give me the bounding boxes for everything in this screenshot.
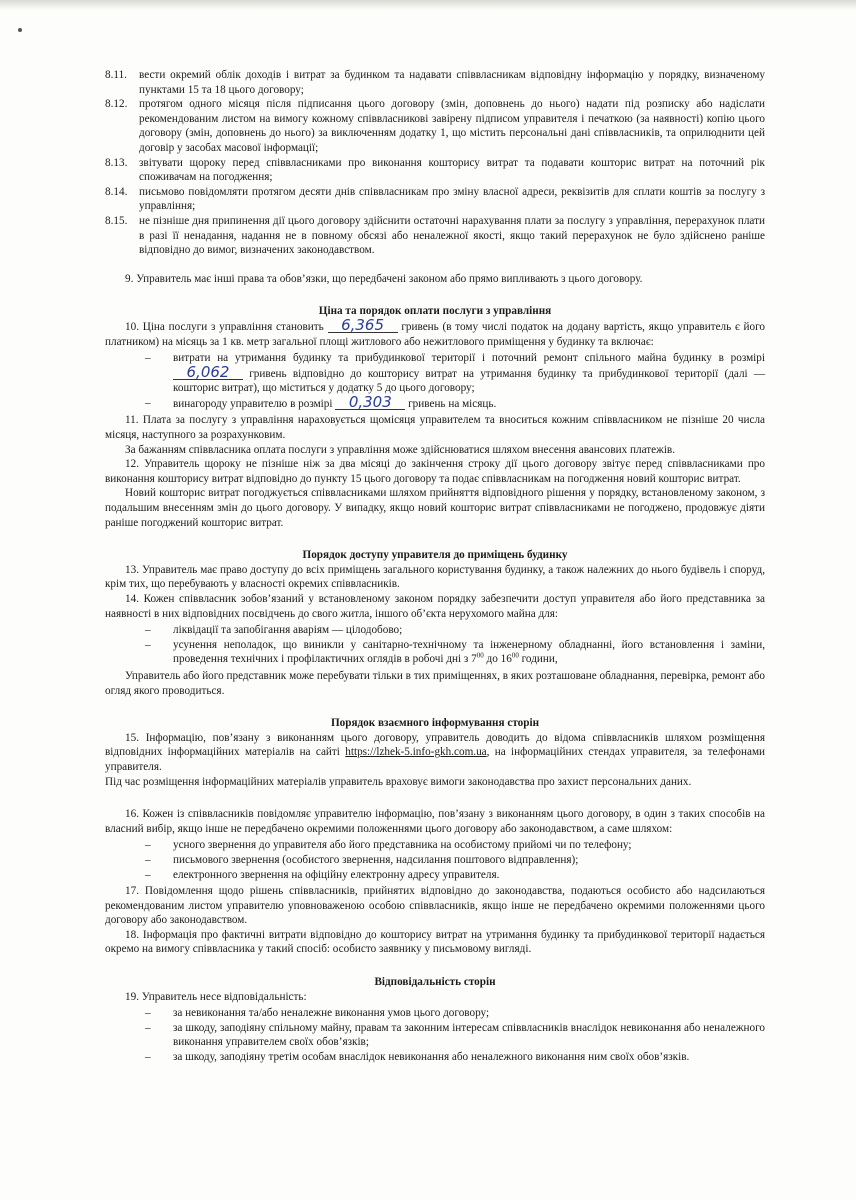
heading-info: Порядок взаємного інформування сторін <box>330 717 540 730</box>
paragraph-14: 14. Кожен співвласник зобов’язаний у встановленому законом порядку забезпечити доступ управителя або його представника за наявності в них відповідних посвідчень до свого житла, іншого об’єкта нерухомого майна для: <box>105 593 765 620</box>
list-item: – ліквідації та запобігання аваріям — цілодобово; <box>145 624 403 637</box>
cost-bullets <box>145 351 765 411</box>
list-item: – винагороду управителю в розмірі 0,303 гривень на місяць. <box>145 392 497 411</box>
list-item: – за шкоду, заподіяну спільному майну, правам та законним інтересам співвласників внаслідок невиконання або неналежного виконання управителем своїх обов’язків; <box>145 1021 765 1049</box>
item-number: 8.13. <box>105 156 128 169</box>
paragraph-18: 18. Інформація про фактичні витрати відповідно до кошторису витрат на утримання будинку та прибудинкової території надається окремо на вимогу співвласника у такий спосіб: особисто заявнику у письмовому вигляді. <box>105 928 765 956</box>
heading-price: Ціна та порядок оплати послуги з управління <box>318 305 552 318</box>
contact-bullets <box>145 838 765 882</box>
paragraph-15b: Під час розміщення інформаційних матеріалів управитель враховує вимоги законодавства про захист персональних даних. <box>105 775 692 788</box>
item-text: письмово повідомляти протягом десяти днів співвласникам про зміну власної адреси, реквізитів для сплати коштів за послугу з управління; <box>139 185 765 213</box>
paragraph-12: 12. Управитель щороку не пізніше ніж за два місяці до закінчення строку дії цього договору звітує перед співвласниками про виконання кошторису витрат відповідно до пункту 15 цього договору та подає співвласникам на погодження новий кошторис витрат. <box>105 458 765 485</box>
item-number: 8.15. <box>105 214 128 227</box>
item-number: 8.14. <box>105 185 128 198</box>
paragraph-19: 19. Управитель несе відповідальність: <box>125 990 307 1003</box>
list-item: – письмового звернення (особистого звернення, надсилання поштового відправлення); <box>145 853 579 866</box>
list-item: – усунення неполадок, що виникли у санітарно-технічному та інженерному обладнанні, його встановлення і заміни, проведення технічних і профілактичних оглядів в робочі дні з $7^{00}$ до $16^{00}$ години, <box>145 638 765 666</box>
liability-bullets <box>145 1006 765 1064</box>
paragraph-11b: За бажанням співвласника оплата послуги з управління може здійснюватися шляхом внесення авансових платежів. <box>125 443 676 456</box>
list-item <box>105 68 765 97</box>
item-text: не пізніше дня припинення дії цього договору здійснити остаточні нарахування плати за послугу з управління, перерахунок плати в разі її ненадання, надання не в повному обсязі або неналежної якості, якщо такий перерахунок не було здійснено раніше відповідно до вимог, визначених законодавством. <box>139 214 765 257</box>
paragraph-15: 15. Інформацію, пов’язану з виконанням цього договору, управитель доводить до відома співвласників шляхом розміщення відповідних інформаційних матеріалів на сайті https://lzhek-5.info-gkh.com.ua, на інформаційних стендах управителя, за телефонами управителя. <box>105 731 766 773</box>
list-item <box>105 156 765 185</box>
list-item: – за невиконання та/або неналежне виконання умов цього договору; <box>145 1007 490 1020</box>
list-item <box>105 97 765 155</box>
paragraph-16: 16. Кожен із співвласників повідомляє управителю інформацію, пов’язану з виконанням цього договору, в один з таких способів на власний вибір, якщо інше не передбачено окремими положеннями цього договору або законодавством, а саме шляхом: <box>105 808 765 835</box>
item-text: звітувати щороку перед співвласниками про виконання кошторису витрат та подавати кошторис витрат на поточний рік споживачам на погодження; <box>139 156 765 184</box>
paragraph-10: 10. Ціна послуги з управління становить 6,365 гривень (в тому числі податок на додану вартість, якщо управитель є його платником) на місяць за 1 кв. метр загальної площі житлового або нежитлового приміщення у будинку та включає: <box>105 315 766 348</box>
list-item <box>105 185 765 214</box>
scan-speck <box>18 28 22 32</box>
list-item: – усного звернення до управителя або його представника на особистому прийомі чи по телефону; <box>145 839 632 852</box>
list-item: – електронного звернення на офіційну електронну адресу управителя. <box>145 868 500 881</box>
paragraph-11: 11. Плата за послугу з управління нараховується щомісяця управителем та вноситься кожним співвласником не пізніше 20 числа місяця, наступного за розрахунковим. <box>105 414 765 442</box>
heading-liability: Відповідальність сторін <box>374 976 496 989</box>
heading-access: Порядок доступу управителя до приміщень будинку <box>302 549 568 562</box>
paragraph-17: 17. Повідомлення щодо рішень співвласників, прийнятих відповідно до законодавства, подаються особисто або надсилаються рекомендованим листом управителю уповноваженою особою співвласників, якщо інше не передбачено окремими положеннями цього договору або законодавством. <box>105 885 765 927</box>
paragraph-12b: Новий кошторис витрат погоджується співвласниками шляхом прийняття відповідного рішення у порядку, встановленому законом, з подальшим внесенням змін до цього договору. У випадку, якщо новий кошторис витрат співвласниками не погоджено, продовжує діяти раніше погоджений кошторис витрат. <box>105 487 765 529</box>
list-item <box>105 214 765 258</box>
item-text: протягом одного місяця після підписання цього договору (змін, доповнень до нього) надати під розписку або надіслати рекомендованим листом на вимогу кожному співвласникові завірену підписом управителя і печаткою (за наявності) копію цього договору (змін, доповнень до нього) за виключенням додатку 1, що містить персональні дані співвласників, та оприлюднити цей договір у засобах масової інформації; <box>139 98 765 154</box>
document-body <box>105 68 765 1067</box>
item-number: 8.11. <box>105 69 127 81</box>
website-link[interactable]: https://lzhek-5.info-gkh.com.ua <box>345 746 487 759</box>
paragraph-13: 13. Управитель має право доступу до всіх приміщень загального користування будинку, а також належних до нього будівель і споруд, крім тих, що перебувають у власності окремих співвласників. <box>105 563 765 591</box>
item-number: 8.12. <box>105 98 128 111</box>
scan-top-edge <box>0 0 856 10</box>
item-text: вести окремий облік доходів і витрат за будинком та надавати співвласникам відповідну інформацію у порядку, визначеному пунктами 15 та 18 цього договору; <box>139 69 765 96</box>
handwritten-price: 6,365 <box>328 319 398 333</box>
handwritten-cost: 6,062 <box>173 366 243 380</box>
list-item: – витрати на утримання будинку та прибудинкової території і поточний ремонт спільного майна будинку в розмірі 6,062 гривень відповідно до кошторису витрат на утримання будинку та прибудинкової території (далі — кошторис витрат), що міститься у додатку 5 до цього договору; <box>145 352 766 395</box>
paragraph-14b: Управитель або його представник може перебувати тільки в тих приміщеннях, в яких розташоване обладнання, перевірка, ремонт або огляд якого проводиться. <box>105 669 765 697</box>
handwritten-fee: 0,303 <box>335 396 405 410</box>
list-item: – за шкоду, заподіяну третім особам внаслідок невиконання або неналежного виконання ним своїх обов’язків. <box>145 1051 690 1064</box>
paragraph-9: 9. Управитель має інші права та обов’язки, що передбачені законом або прямо випливають з цього договору. <box>125 272 643 285</box>
access-bullets <box>145 623 765 667</box>
